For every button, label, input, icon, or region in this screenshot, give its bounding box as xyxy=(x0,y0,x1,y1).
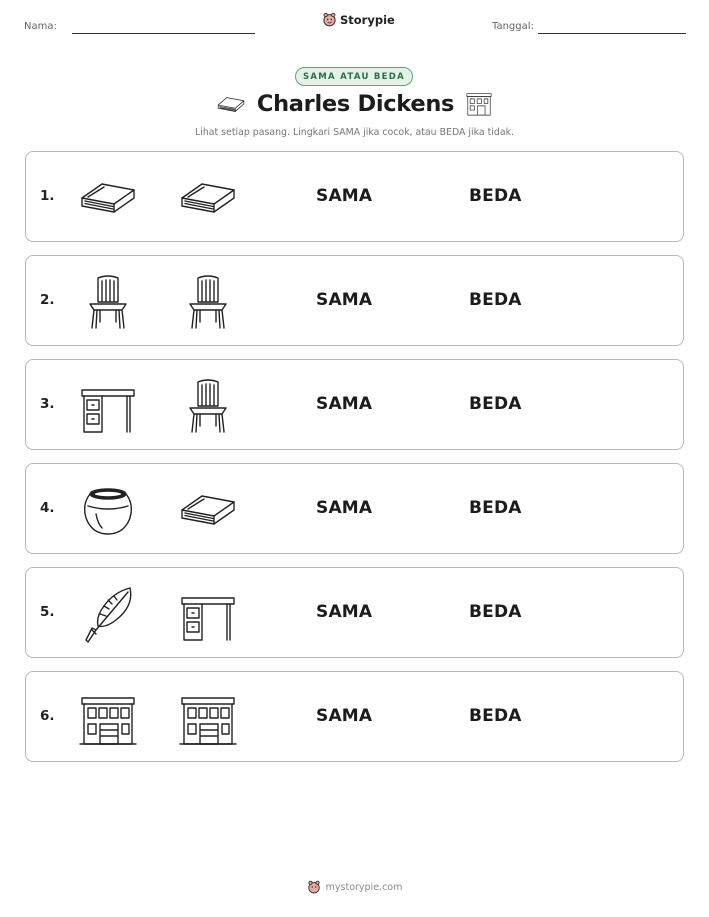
sama-option[interactable]: SAMA xyxy=(316,602,373,622)
book-icon xyxy=(215,93,247,115)
question-number: 4. xyxy=(40,500,55,516)
building-icon xyxy=(464,90,494,118)
desk-icon xyxy=(178,584,238,644)
instructions: Lihat setiap pasang. Lingkari SAMA jika cocok, atau BEDA jika tidak. xyxy=(195,127,514,138)
sama-option[interactable]: SAMA xyxy=(316,290,373,310)
book-icon xyxy=(178,168,238,228)
date-label: Tanggal: xyxy=(492,21,534,32)
question-number: 2. xyxy=(40,292,55,308)
beda-option[interactable]: BEDA xyxy=(469,186,522,206)
book-icon xyxy=(178,480,238,540)
brand-logo xyxy=(322,12,395,27)
beda-option[interactable]: BEDA xyxy=(469,706,522,726)
beda-option[interactable]: BEDA xyxy=(469,602,522,622)
footer xyxy=(0,880,709,894)
chair-icon xyxy=(178,376,238,436)
chair-icon xyxy=(178,272,238,332)
building-icon xyxy=(178,688,238,748)
book-icon xyxy=(78,168,138,228)
question-number: 6. xyxy=(40,708,55,724)
sama-option[interactable]: SAMA xyxy=(316,706,373,726)
question-row xyxy=(25,671,684,762)
desk-icon xyxy=(78,376,138,436)
beda-option[interactable]: BEDA xyxy=(469,498,522,518)
title-row xyxy=(0,90,709,118)
question-row xyxy=(25,255,684,346)
inkpot-icon xyxy=(78,480,138,540)
beda-option[interactable]: BEDA xyxy=(469,394,522,414)
name-label: Nama: xyxy=(24,21,57,32)
beda-option[interactable]: BEDA xyxy=(469,290,522,310)
page-title: Charles Dickens xyxy=(256,91,455,117)
question-number: 3. xyxy=(40,396,55,412)
question-number: 5. xyxy=(40,604,55,620)
sama-option[interactable]: SAMA xyxy=(316,394,373,414)
sama-option[interactable]: SAMA xyxy=(316,186,373,206)
name-line[interactable] xyxy=(72,33,255,34)
building-icon xyxy=(78,688,138,748)
question-row xyxy=(25,463,684,554)
sama-option[interactable]: SAMA xyxy=(316,498,373,518)
quill-icon xyxy=(78,584,138,644)
question-row xyxy=(25,151,684,242)
storypie-mascot-icon xyxy=(322,12,337,27)
question-row xyxy=(25,359,684,450)
question-number: 1. xyxy=(40,188,55,204)
question-row xyxy=(25,567,684,658)
chair-icon xyxy=(78,272,138,332)
date-line[interactable] xyxy=(538,33,686,34)
brand-name: Storypie xyxy=(340,12,395,27)
footer-url: mystorypie.com xyxy=(325,881,403,893)
worksheet-type-badge: SAMA ATAU BEDA xyxy=(295,67,413,86)
storypie-mascot-icon xyxy=(307,880,321,894)
